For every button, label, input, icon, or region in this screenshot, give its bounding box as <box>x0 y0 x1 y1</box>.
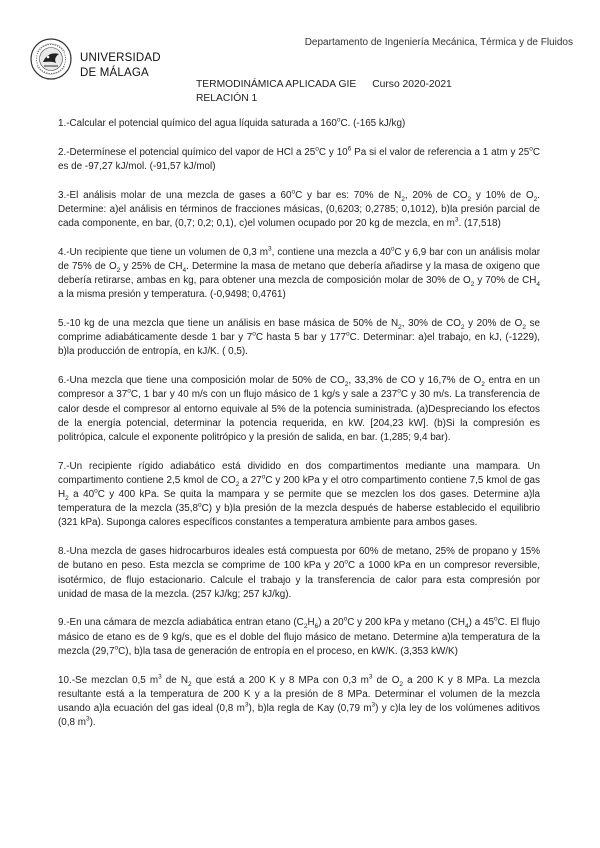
problem-item-7: 7.-Un recipiente rígido adiabático está dividido en dos compartimentos mediante una mampara. Un compartimento contiene 2,5 kmol de $CO_2$ a 27$^o$C y 200 kPa y el otro compartimento contiene 7,5 kmol de gas $H_2$ a 40$^o$C y 400 kPa. Se quita la mampara y se permite que se mezclen los dos gases. Determine a)la temperatura de la mezcla (35,8$^o$C) y b)la presión de la mezcla después de haberse establecido el equilibrio (321 kPa). Suponga calores específicos constantes a temperatura ambiente para ambos gases. <box>58 460 540 529</box>
university-name-line1: UNIVERSIDAD <box>80 52 161 64</box>
course-heading <box>196 78 452 106</box>
course-year: Curso 2020-2021 <box>372 79 452 90</box>
subject-title: TERMODINÁMICA APLICADA GIE <box>196 79 357 90</box>
university-seal-icon <box>30 38 72 80</box>
problem-item-6: 6.-Una mezcla que tiene una composición molar de 50% de $CO_2$, 33,3% de CO y 16,7% de $O_2$ entra en un compresor a 37$^o$C, 1 bar y 40 m/s con un flujo másico de 1 kg/s y sale a 237$^o$C y 30 m/s. La transferencia de calor desde el compresor al entorno equivale al 5% de la potencia suministrada. (a)Despreciando los efectos de la energía potencial, determinar la potencia requerida, en kW. [204,23 kW]. (b)Si la compresión es politrópica, calcule el exponente politrópico y la presión de salida, en bar. (1,285; 9,4 bar). <box>58 375 541 443</box>
problem-item-2: 2.-Determínese el potencial químico del vapor de HCl a 25$^o$C y $10^6$ Pa si el valor de referencia a 1 atm y 25$^o$C es de -97,27 kJ/mol. (-91,57 kJ/mol) <box>58 145 540 172</box>
problem-item-1: 1.-Calcular el potencial químico del agua líquida saturada a 160$^o$C. (-165 kJ/kg) <box>58 116 406 129</box>
problem-item-8: 8.-Una mezcla de gases hidrocarburos ideales está compuesta por 60% de metano, 25% de propano y 15% de butano en peso. Esta mezcla se comprime de 100 kPa y 20$^o$C a 1000 kPa en un compresor reversible, isotérmico, de flujo estacionario. Calcule el trabajo y la transferencia de calor para esta compresión por unidad de masa de la mezcla. (257 kJ/kg; 257 kJ/kg). <box>58 546 540 600</box>
problem-item-3: 3.-El análisis molar de una mezcla de gases a 60$^o$C y bar es: 70% de $N_2$, 20% de $CO_2$ y 10% de $O_2$. Determine: a)el análisis en términos de fracciones másicas, (0,6203; 0,2785; 0,1012), b)la presión parcial de cada componente, en bar, (0,7; 0,2; 0,1), c)el volumen ocupado por 20 kg de mezcla, en $m^3$. (17,518) <box>58 188 541 230</box>
problem-list <box>58 117 540 745</box>
relation-title: RELACIÓN 1 <box>196 93 258 104</box>
university-name <box>80 51 161 81</box>
problem-item-5: 5.-10 kg de una mezcla que tiene un análisis en base másica de 50% de $N_2$, 30% de $CO_2$ y 20% de $O_2$ se comprime adiabáticamente desde 1 bar y 7$^o$C hasta 5 bar y 177$^o$C. Determinar: a)el trabajo, en kJ, (-1229), b)la producción de entropía, en kJ/K. ( 0,5). <box>58 318 540 358</box>
department-name: Departamento de Ingeniería Mecánica, Térmica y de Fluidos <box>304 37 573 48</box>
problem-item-4: 4.-Un recipiente que tiene un volumen de 0,3 $m^3$, contiene una mezcla a 40$^o$C y 6,9 bar con un análisis molar de 75% de $O_2$ y 25% de $CH_4$. Determine la masa de metano que debería añadirse y la masa de oxigeno que debería retirarse, ambas en kg, para obtener una mezcla de composición molar de 30% de $O_2$ y 70% de $CH_4$ a la misma presión y temperatura. (-0,9498; 0,4761) <box>58 245 540 301</box>
problem-item-9: 9.-En una cámara de mezcla adiabática entran etano $(C_2H_6)$ a 20$^o$C y 200 kPa y metano $(CH_4)$ a 45$^o$C. El flujo másico de etano es de 9 kg/s, que es el doble del flujo másico de metano. Determine a)la temperatura de la mezcla (29,7$^o$C), b)la tasa de generación de entropía en el proceso, en kW/K. (3,353 kW/K) <box>58 616 541 657</box>
university-name-line2: DE MÁLAGA <box>80 67 149 79</box>
problem-item-10: 10.-Se mezclan 0,5 $m^3$ de $N_2$ que está a 200 K y 8 MPa con 0,3 $m^3$ de $O_2$ a 200 K y 8 MPa. La mezcla resultante está a la temperatura de 200 K y a la presión de 8 MPa. Determinar el volumen de la mezcla usando a)la ecuación del gas ideal (0,8 $m^3$), b)la regla de Kay (0,79 $m^3$) y c)la ley de los volúmenes aditivos (0,8 $m^3$). <box>58 673 540 729</box>
